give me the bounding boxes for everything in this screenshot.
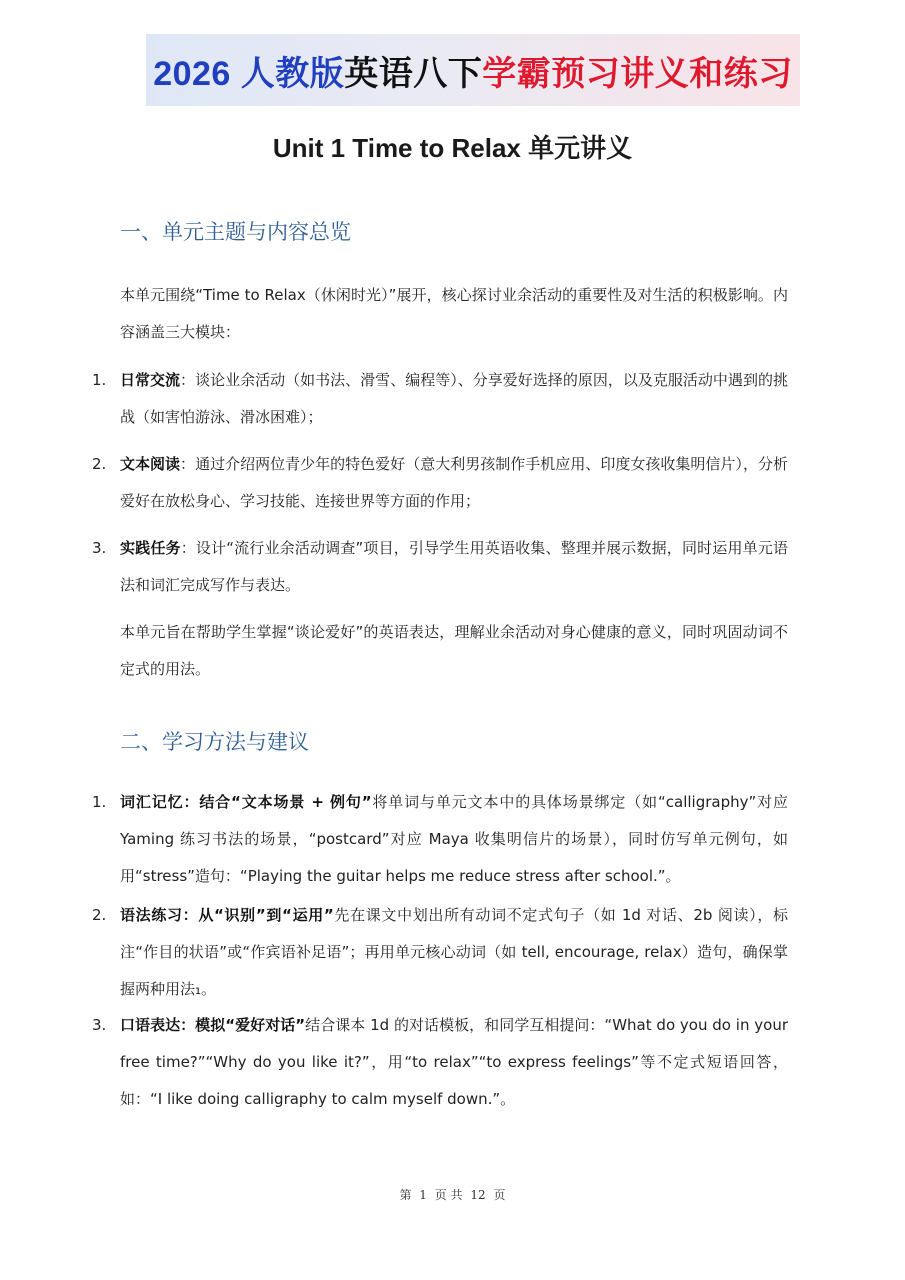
item-label: 日常交流 xyxy=(120,371,181,389)
overview-item xyxy=(92,530,788,604)
method-item xyxy=(92,784,788,895)
page-footer xyxy=(0,1186,905,1203)
item-sep: ： xyxy=(180,455,196,473)
item-label: 文本阅读 xyxy=(120,455,181,473)
item-text: 通过介绍两位青少年的特色爱好（意大利男孩制作手机应用、印度女孩收集明信片），分析爱好在放松身心、学习技能、连接世界等方面的作用； xyxy=(120,455,788,510)
item-text: 设计“流行业余活动调查”项目，引导学生用英语收集、整理并展示数据，同时运用单元语法和词汇完成写作与表达。 xyxy=(120,539,788,594)
header-banner xyxy=(146,34,800,106)
total-page-count: 12 xyxy=(470,1188,486,1202)
item-text: 结合课本 1d 的对话模板，和同学互相提问：“What do you do in your free time?”“Why do you like it?”，用“to relax”“to express feelings”等不定式短语回答，如：“I like doing calligraphy to calm myself down.”。 xyxy=(120,1016,788,1108)
banner-series: 学霸预习讲义和练习 xyxy=(482,54,793,93)
list-number: 1. xyxy=(92,793,107,811)
item-text: 先在课文中划出所有动词不定式句子（如 1d 对话、2b 阅读），标注“作目的状语”或“作宾语补足语”；再用单元核心动词（如 tell, encourage, relax）造句，确保掌握两种用法₁。 xyxy=(120,906,789,998)
item-text: 将单词与单元文本中的具体场景绑定（如“calligraphy”对应 Yaming 练习书法的场景，“postcard”对应 Maya 收集明信片的场景），同时仿写单元例句，如用“stress”造句：“Playing the guitar helps me reduce stress after school.”。 xyxy=(120,793,788,885)
footer-pre: 第 xyxy=(399,1188,412,1202)
list-number: 3. xyxy=(92,1016,107,1034)
footer-post: 页 xyxy=(493,1188,506,1202)
banner-edition: 2026 人教版 xyxy=(153,54,345,93)
list-number: 2. xyxy=(92,906,107,924)
item-sep: ： xyxy=(180,371,196,389)
banner-subject: 英语八下 xyxy=(344,54,483,93)
section-heading-methods: 二、学习方法与建议 xyxy=(120,730,309,754)
overview-intro: 本单元围绕“Time to Relax（休闲时光）”展开，核心探讨业余活动的重要性及对生活的积极影响。内容涵盖三大模块： xyxy=(120,286,788,341)
item-label: 口语表达：模拟“爱好对话” xyxy=(120,1016,306,1034)
footer-mid: 页 共 xyxy=(434,1188,463,1202)
overview-summary: 本单元旨在帮助学生掌握“谈论爱好”的英语表达，理解业余活动对身心健康的意义，同时巩固动词不定式的用法。 xyxy=(120,623,788,678)
method-item xyxy=(92,1007,788,1118)
item-label: 语法练习：从“识别”到“运用” xyxy=(120,906,334,924)
item-label: 实践任务 xyxy=(120,539,181,557)
current-page-number: 1 xyxy=(419,1188,427,1202)
list-number: 2. xyxy=(92,455,107,473)
list-number: 1. xyxy=(92,371,107,389)
overview-item xyxy=(92,446,788,520)
item-text: 谈论业余活动（如书法、滑雪、编程等）、分享爱好选择的原因，以及克服活动中遇到的挑战（如害怕游泳、滑冰困难）； xyxy=(120,371,788,426)
section-heading-overview: 一、单元主题与内容总览 xyxy=(120,220,351,244)
item-label: 词汇记忆：结合“文本场景 + 例句” xyxy=(120,793,372,811)
page-title: Unit 1 Time to Relax 单元讲义 xyxy=(272,133,633,163)
overview-item xyxy=(92,362,788,436)
item-sep: ： xyxy=(180,539,196,557)
method-item xyxy=(92,897,788,1008)
list-number: 3. xyxy=(92,539,107,557)
